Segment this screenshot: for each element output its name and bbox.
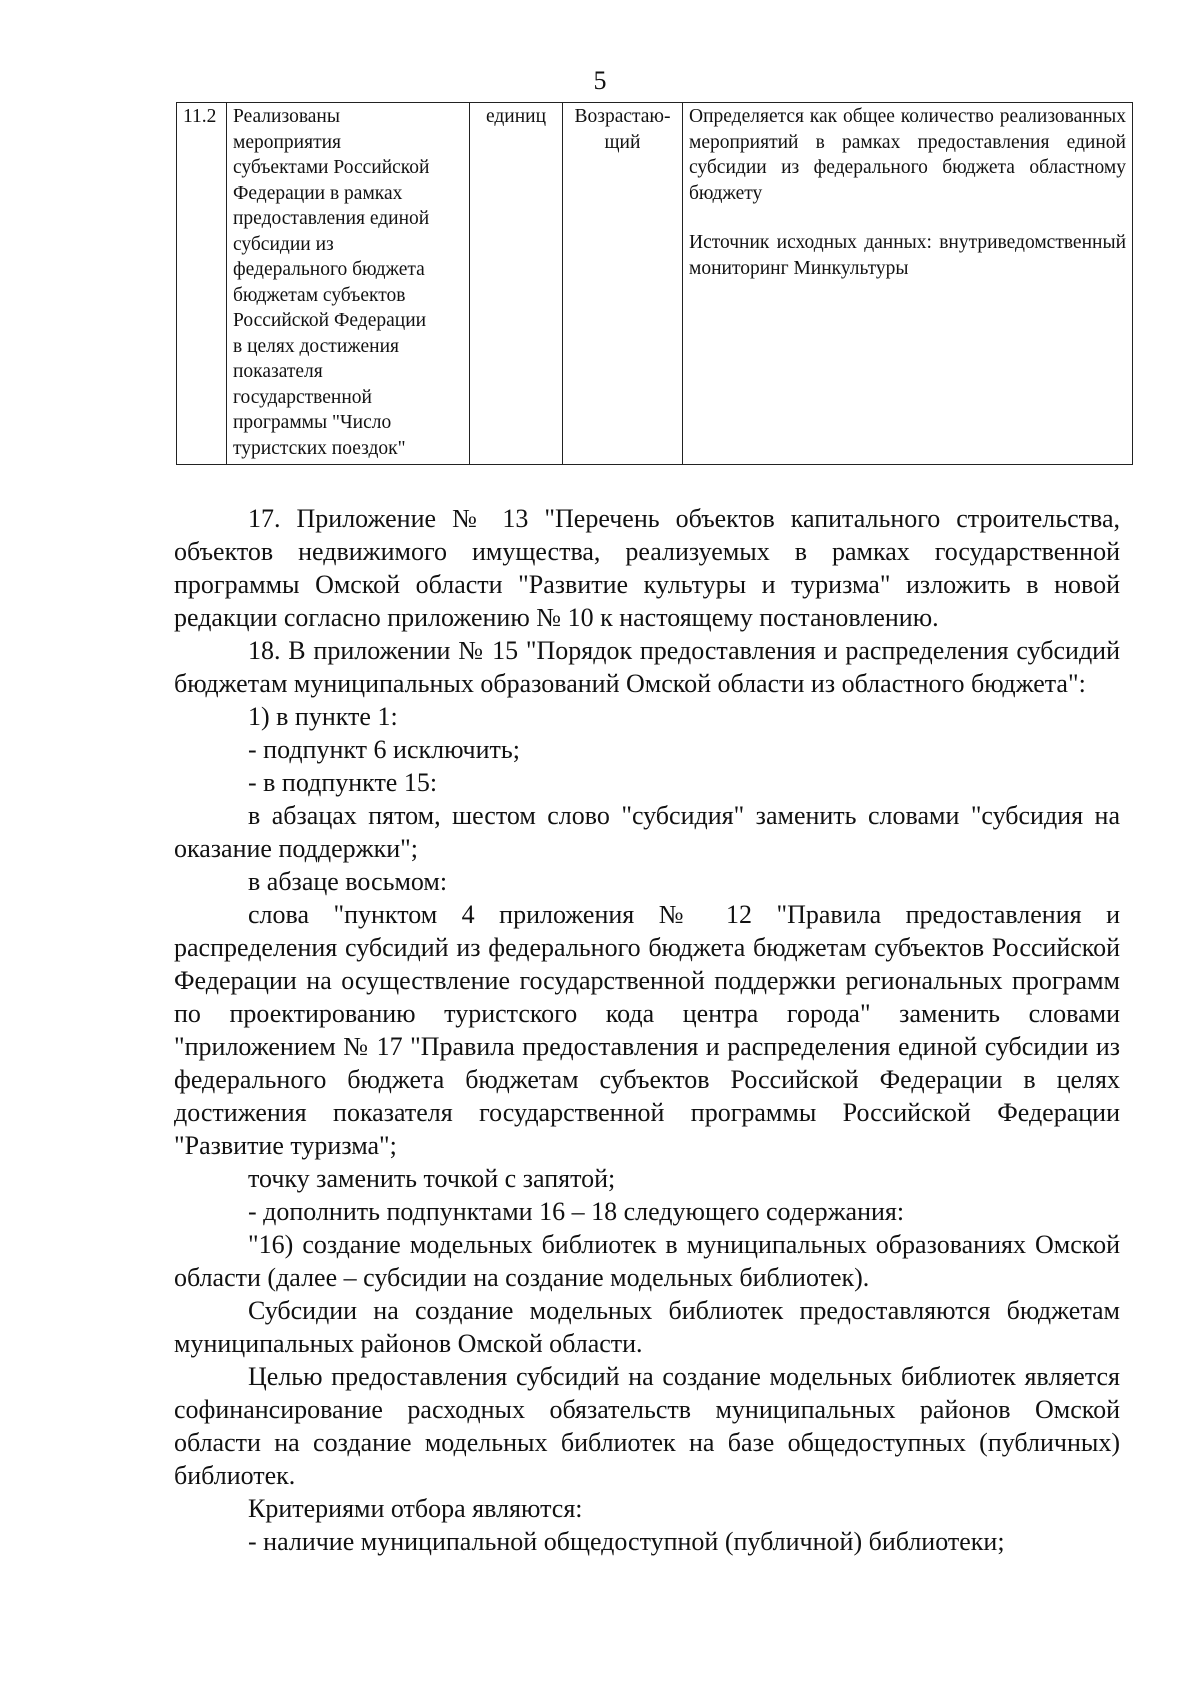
paragraph: - в подпункте 15: <box>248 768 438 797</box>
indicator-name-line: Федерации в рамках <box>233 182 403 204</box>
document-body <box>174 502 1120 1558</box>
indicator-name-line: туристских поездок" <box>233 437 406 459</box>
paragraph: Субсидии на создание модельных библиотек предоставляются бюджетам муниципальных районов Омской области. <box>174 1296 1120 1358</box>
paragraph: 17. Приложение № 13 "Перечень объектов капитального строительства, объектов недвижимого имущества, реализуемых в рамках государственной программы Омской области "Развитие культуры и туризма" изложить в новой редакции согласно приложению № 10 к настоящему постановлению. <box>174 504 1120 632</box>
paragraph: - дополнить подпунктами 16 – 18 следующего содержания: <box>248 1197 905 1226</box>
indicator-name-line: в целях достижения <box>233 335 399 357</box>
indicator-name-line: мероприятия <box>233 131 342 153</box>
paragraph: 1) в пункте 1: <box>248 702 398 731</box>
paragraph: Целью предоставления субсидий на создание модельных библиотек является софинансирование расходных обязательств муниципальных районов Омской области на создание модельных библиотек на базе общедоступных (публичных) библиотек. <box>174 1362 1120 1490</box>
dynamics-line: щий <box>604 131 641 153</box>
paragraph: - наличие муниципальной общедоступной (публичной) библиотеки; <box>248 1527 1005 1556</box>
paragraph: в абзацах пятом, шестом слово "субсидия" заменить словами "субсидия на оказание поддержки"; <box>174 801 1120 863</box>
paragraph: точку заменить точкой с запятой; <box>248 1164 616 1193</box>
indicator-name-line: субъектами Российской <box>233 157 430 178</box>
indicator-name-line: показателя <box>233 361 323 382</box>
paragraph: 18. В приложении № 15 "Порядок предоставления и распределения субсидий бюджетам муниципальных образований Омской области из областного бюджета": <box>174 636 1120 698</box>
indicator-name-line: федерального бюджета <box>233 259 425 280</box>
indicator-name-line: субсидии из <box>233 233 334 255</box>
calculation-method-text: Определяется как общее количество реализованных мероприятий в рамках предоставления единой субсидии из федерального бюджета областному бюджету <box>689 106 1126 204</box>
indicator-name-line: программы "Число <box>233 412 392 433</box>
indicator-name-line: предоставления единой <box>233 208 430 229</box>
unit-cell: единиц <box>470 103 563 465</box>
table-row <box>177 103 1133 465</box>
dynamics-cell <box>563 103 683 465</box>
indicator-name-line: государственной <box>233 386 372 408</box>
indicator-name-line: бюджетам субъектов <box>233 284 406 306</box>
indicator-name-line: Российской Федерации <box>233 310 427 331</box>
dynamics-line: Возрастаю- <box>574 106 671 127</box>
paragraph: "16) создание модельных библиотек в муниципальных образованиях Омской области (далее – субсидии на создание модельных библиотек). <box>174 1230 1120 1292</box>
indicator-name-line: Реализованы <box>233 106 340 127</box>
indicator-number-cell: 11.2 <box>177 103 227 465</box>
paragraph: в абзаце восьмом: <box>248 867 448 896</box>
data-source-text: Источник исходных данных: внутриведомственный мониторинг Минкультуры <box>689 232 1126 279</box>
indicator-table <box>176 102 1133 465</box>
paragraph: слова "пунктом 4 приложения № 12 "Правила предоставления и распределения субсидий из федерального бюджета бюджетам субъектов Российской Федерации на осуществление государственной поддержки региональных программ по проектированию туристского кода центра города" заменить словами "приложением № 17 "Правила предоставления и распределения единой субсидии из федерального бюджета бюджетам субъектов Российской Федерации в целях достижения показателя государственной программы Российской Федерации "Развитие туризма"; <box>174 900 1120 1160</box>
indicator-name-cell <box>227 103 470 465</box>
page-number: 5 <box>593 66 607 95</box>
paragraph: Критериями отбора являются: <box>248 1494 583 1523</box>
paragraph: - подпункт 6 исключить; <box>248 735 520 764</box>
method-cell <box>683 103 1133 465</box>
